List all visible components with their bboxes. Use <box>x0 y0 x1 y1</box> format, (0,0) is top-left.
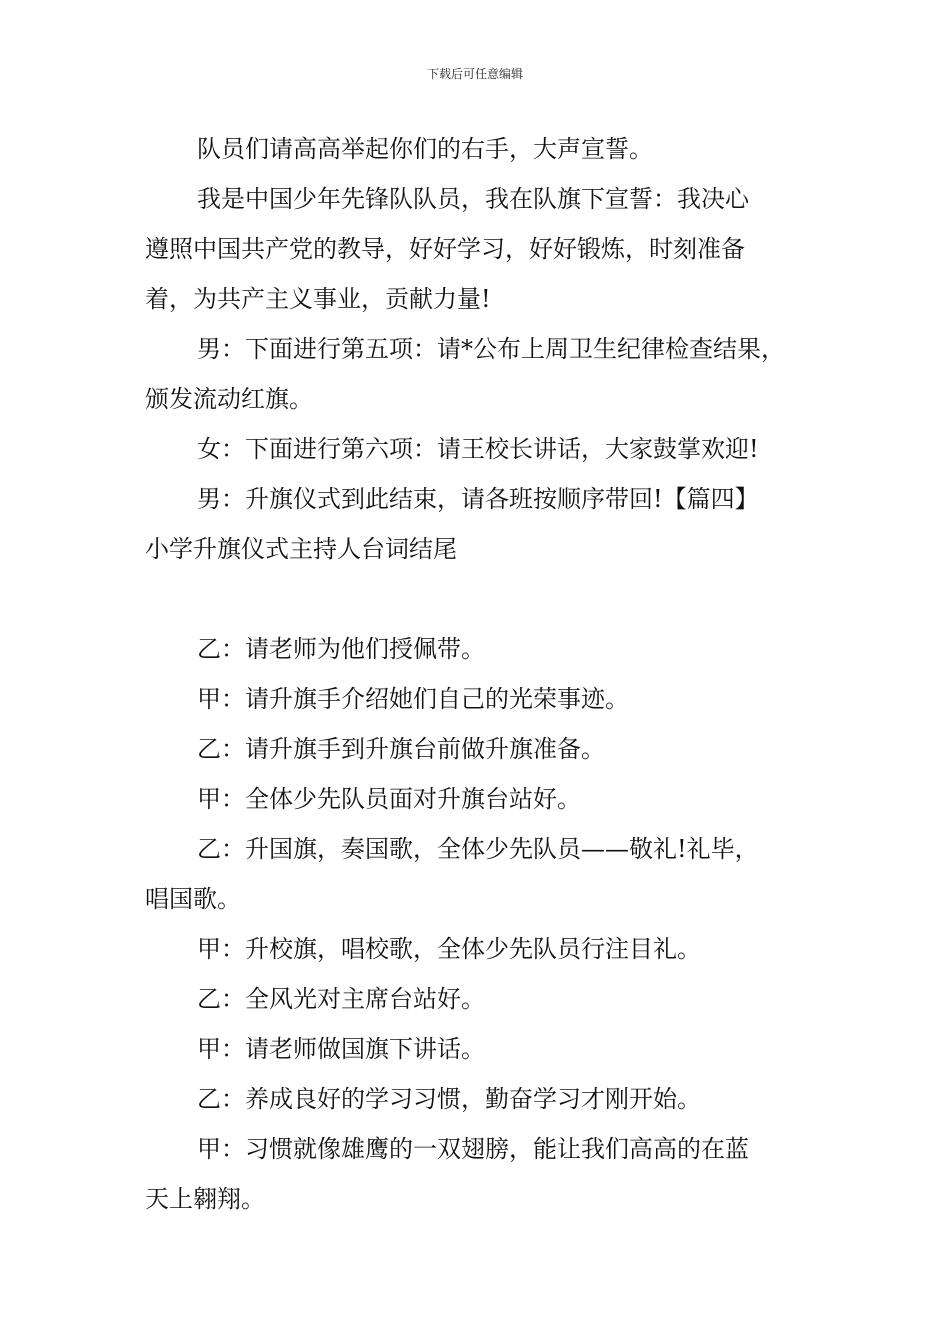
paragraph-line: 唱国歌。 <box>145 885 241 913</box>
paragraph-line: 女：下面进行第六项：请王校长讲话，大家鼓掌欢迎! <box>197 435 759 463</box>
paragraph-line: 颁发流动红旗。 <box>145 385 313 413</box>
paragraph-line: 乙：请老师为他们授佩带。 <box>197 635 485 663</box>
paragraph-line: 天上翱翔。 <box>145 1185 265 1213</box>
paragraph-line: 着，为共产主义事业，贡献力量! <box>145 285 491 313</box>
paragraph-line: 甲：全体少先队员面对升旗台站好。 <box>197 785 581 813</box>
page-header: 下载后可任意编辑 <box>426 67 523 81</box>
paragraph-line: 乙：升国旗，奏国歌，全体少先队员——敬礼!礼毕， <box>197 835 759 863</box>
paragraph-line: 甲：习惯就像雄鹰的一双翅膀，能让我们高高的在蓝 <box>197 1135 749 1163</box>
paragraph-line: 男：升旗仪式到此结束，请各班按顺序带回!【篇四】 <box>197 485 759 513</box>
paragraph-line: 甲：请升旗手介绍她们自己的光荣事迹。 <box>197 685 629 713</box>
paragraph-line: 男：下面进行第五项：请*公布上周卫生纪律检查结果， <box>197 335 785 363</box>
paragraph-line: 乙：养成良好的学习习惯，勤奋学习才刚开始。 <box>197 1085 701 1113</box>
paragraph-line: 甲：请老师做国旗下讲话。 <box>197 1035 485 1063</box>
blank-line <box>145 574 815 624</box>
paragraph-line: 甲：升校旗，唱校歌，全体少先队员行注目礼。 <box>197 935 701 963</box>
paragraph-line: 我是中国少年先锋队队员，我在队旗下宣誓：我决心 <box>197 185 749 213</box>
paragraph-line: 队员们请高高举起你们的右手，大声宣誓。 <box>197 135 653 163</box>
paragraph-line: 乙：全风光对主席台站好。 <box>197 985 485 1013</box>
document-body <box>145 124 815 1224</box>
section-title-line: 小学升旗仪式主持人台词结尾 <box>145 535 457 563</box>
paragraph-line: 乙：请升旗手到升旗台前做升旗准备。 <box>197 735 605 763</box>
paragraph-line: 遵照中国共产党的教导，好好学习，好好锻炼，时刻准备 <box>145 235 745 263</box>
